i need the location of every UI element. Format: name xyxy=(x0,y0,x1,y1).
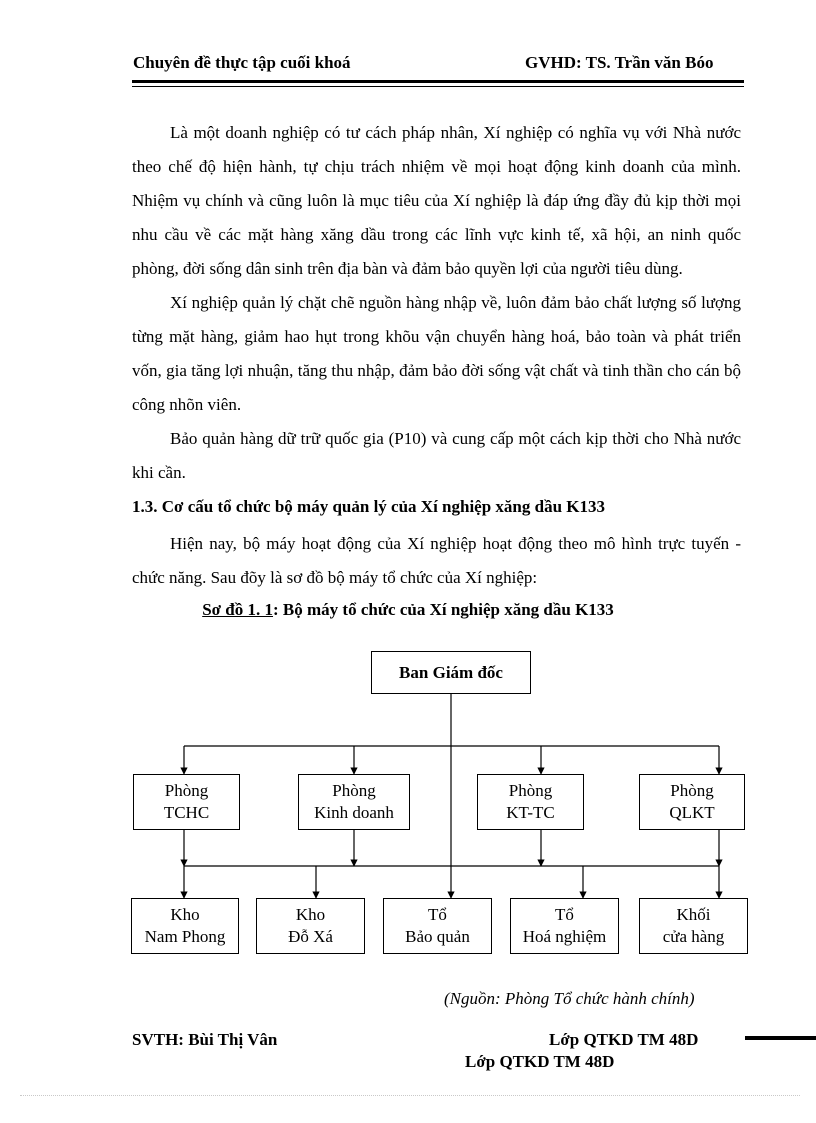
section-heading: 1.3. Cơ cấu tổ chức bộ máy quản lý của Xí nghiệp xăng dầu K133 xyxy=(132,497,606,516)
box-to-bao-quan xyxy=(383,898,492,954)
box-kho-nam-phong xyxy=(131,898,239,954)
unit-line2: Đỗ Xá xyxy=(288,927,333,946)
dept-line1: Phòng xyxy=(332,781,376,800)
caption-title: : Bộ máy tổ chức của Xí nghiệp xăng dầu K133 xyxy=(273,600,614,619)
box-khoi-cua-hang xyxy=(639,898,748,954)
unit-line2: Hoá nghiệm xyxy=(522,927,607,946)
dept-line2: Kinh doanh xyxy=(314,803,394,822)
dept-line2: TCHC xyxy=(163,803,210,822)
unit-line1: Tổ xyxy=(555,905,574,924)
header-title: Chuyên đề thực tập cuối khoá xyxy=(133,53,351,72)
box-kho-do-xa xyxy=(256,898,365,954)
unit-line2: Nam Phong xyxy=(144,927,226,946)
source-note: (Nguồn: Phòng Tổ chức hành chính) xyxy=(444,989,695,1008)
box-ban-giam-doc-label: Ban Giám đốc xyxy=(399,662,503,682)
footer-class-repeat: Lớp QTKD TM 48D xyxy=(465,1052,615,1071)
caption-label: Sơ đồ 1. 1 xyxy=(202,600,274,619)
dept-line1: Phòng xyxy=(670,781,714,800)
unit-line1: Kho xyxy=(170,905,200,924)
footer-student: SVTH: Bùi Thị Vân xyxy=(132,1030,278,1049)
dept-line2: QLKT xyxy=(669,803,715,822)
box-phong-kt-tc xyxy=(477,774,584,830)
unit-line1: Khối xyxy=(676,905,711,924)
unit-line2: cửa hàng xyxy=(662,927,725,946)
footer-class: Lớp QTKD TM 48D xyxy=(549,1030,699,1049)
unit-line1: Tổ xyxy=(428,905,447,924)
unit-line1: Kho xyxy=(295,905,326,924)
paragraph-4: Hiện nay, bộ máy hoạt động của Xí nghiệp hoạt động theo mô hình trực tuyến - chức năng. Sau đõy là sơ đồ bộ máy tổ chức của Xí nghiệp: xyxy=(132,534,741,587)
unit-line2: Bảo quản xyxy=(405,927,470,946)
footer-bar xyxy=(745,1036,816,1040)
page-bottom-dotted-line xyxy=(20,1095,800,1096)
paragraph-2: Xí nghiệp quản lý chặt chẽ nguồn hàng nhập về, luôn đảm bảo chất lượng số lượng từng mặt hàng, giảm hao hụt trong khõu vận chuyển hàng hoá, bảo toàn và phát triển vốn, gia tăng lợi nhuận, tăng thu nhập, đảm bảo đời sống vật chất và tinh thần cho cán bộ công nhõn viên. xyxy=(132,293,741,414)
dept-line1: Phòng xyxy=(508,781,553,800)
box-to-hoa-nghiem xyxy=(510,898,619,954)
box-ban-giam-doc xyxy=(371,651,531,694)
box-phong-kinh-doanh xyxy=(298,774,410,830)
box-phong-tchc xyxy=(133,774,240,830)
dept-line1: Phòng xyxy=(164,781,209,800)
dept-line2: KT-TC xyxy=(506,803,555,822)
paragraph-1: Là một doanh nghiệp có tư cách pháp nhân, Xí nghiệp có nghĩa vụ với Nhà nước theo chế độ hiện hành, tự chịu trách nhiệm về mọi hoạt động kinh doanh của mình. Nhiệm vụ chính và cũng luôn là mục tiêu của Xí nghiệp là đáp ứng đầy đủ kịp thời mọi nhu cầu về các mặt hàng xăng dầu trong các lĩnh vực kinh tế, xã hội, an ninh quốc phòng, đời sống dân sinh trên địa bàn và đảm bảo quyền lợi của người tiêu dùng. xyxy=(132,123,741,278)
header-supervisor: GVHD: TS. Trần văn Bóo xyxy=(525,53,714,72)
box-phong-qlkt xyxy=(639,774,745,830)
paragraph-3: Bảo quản hàng dữ trữ quốc gia (P10) và cung cấp một cách kịp thời cho Nhà nước khi cần. xyxy=(132,429,741,482)
